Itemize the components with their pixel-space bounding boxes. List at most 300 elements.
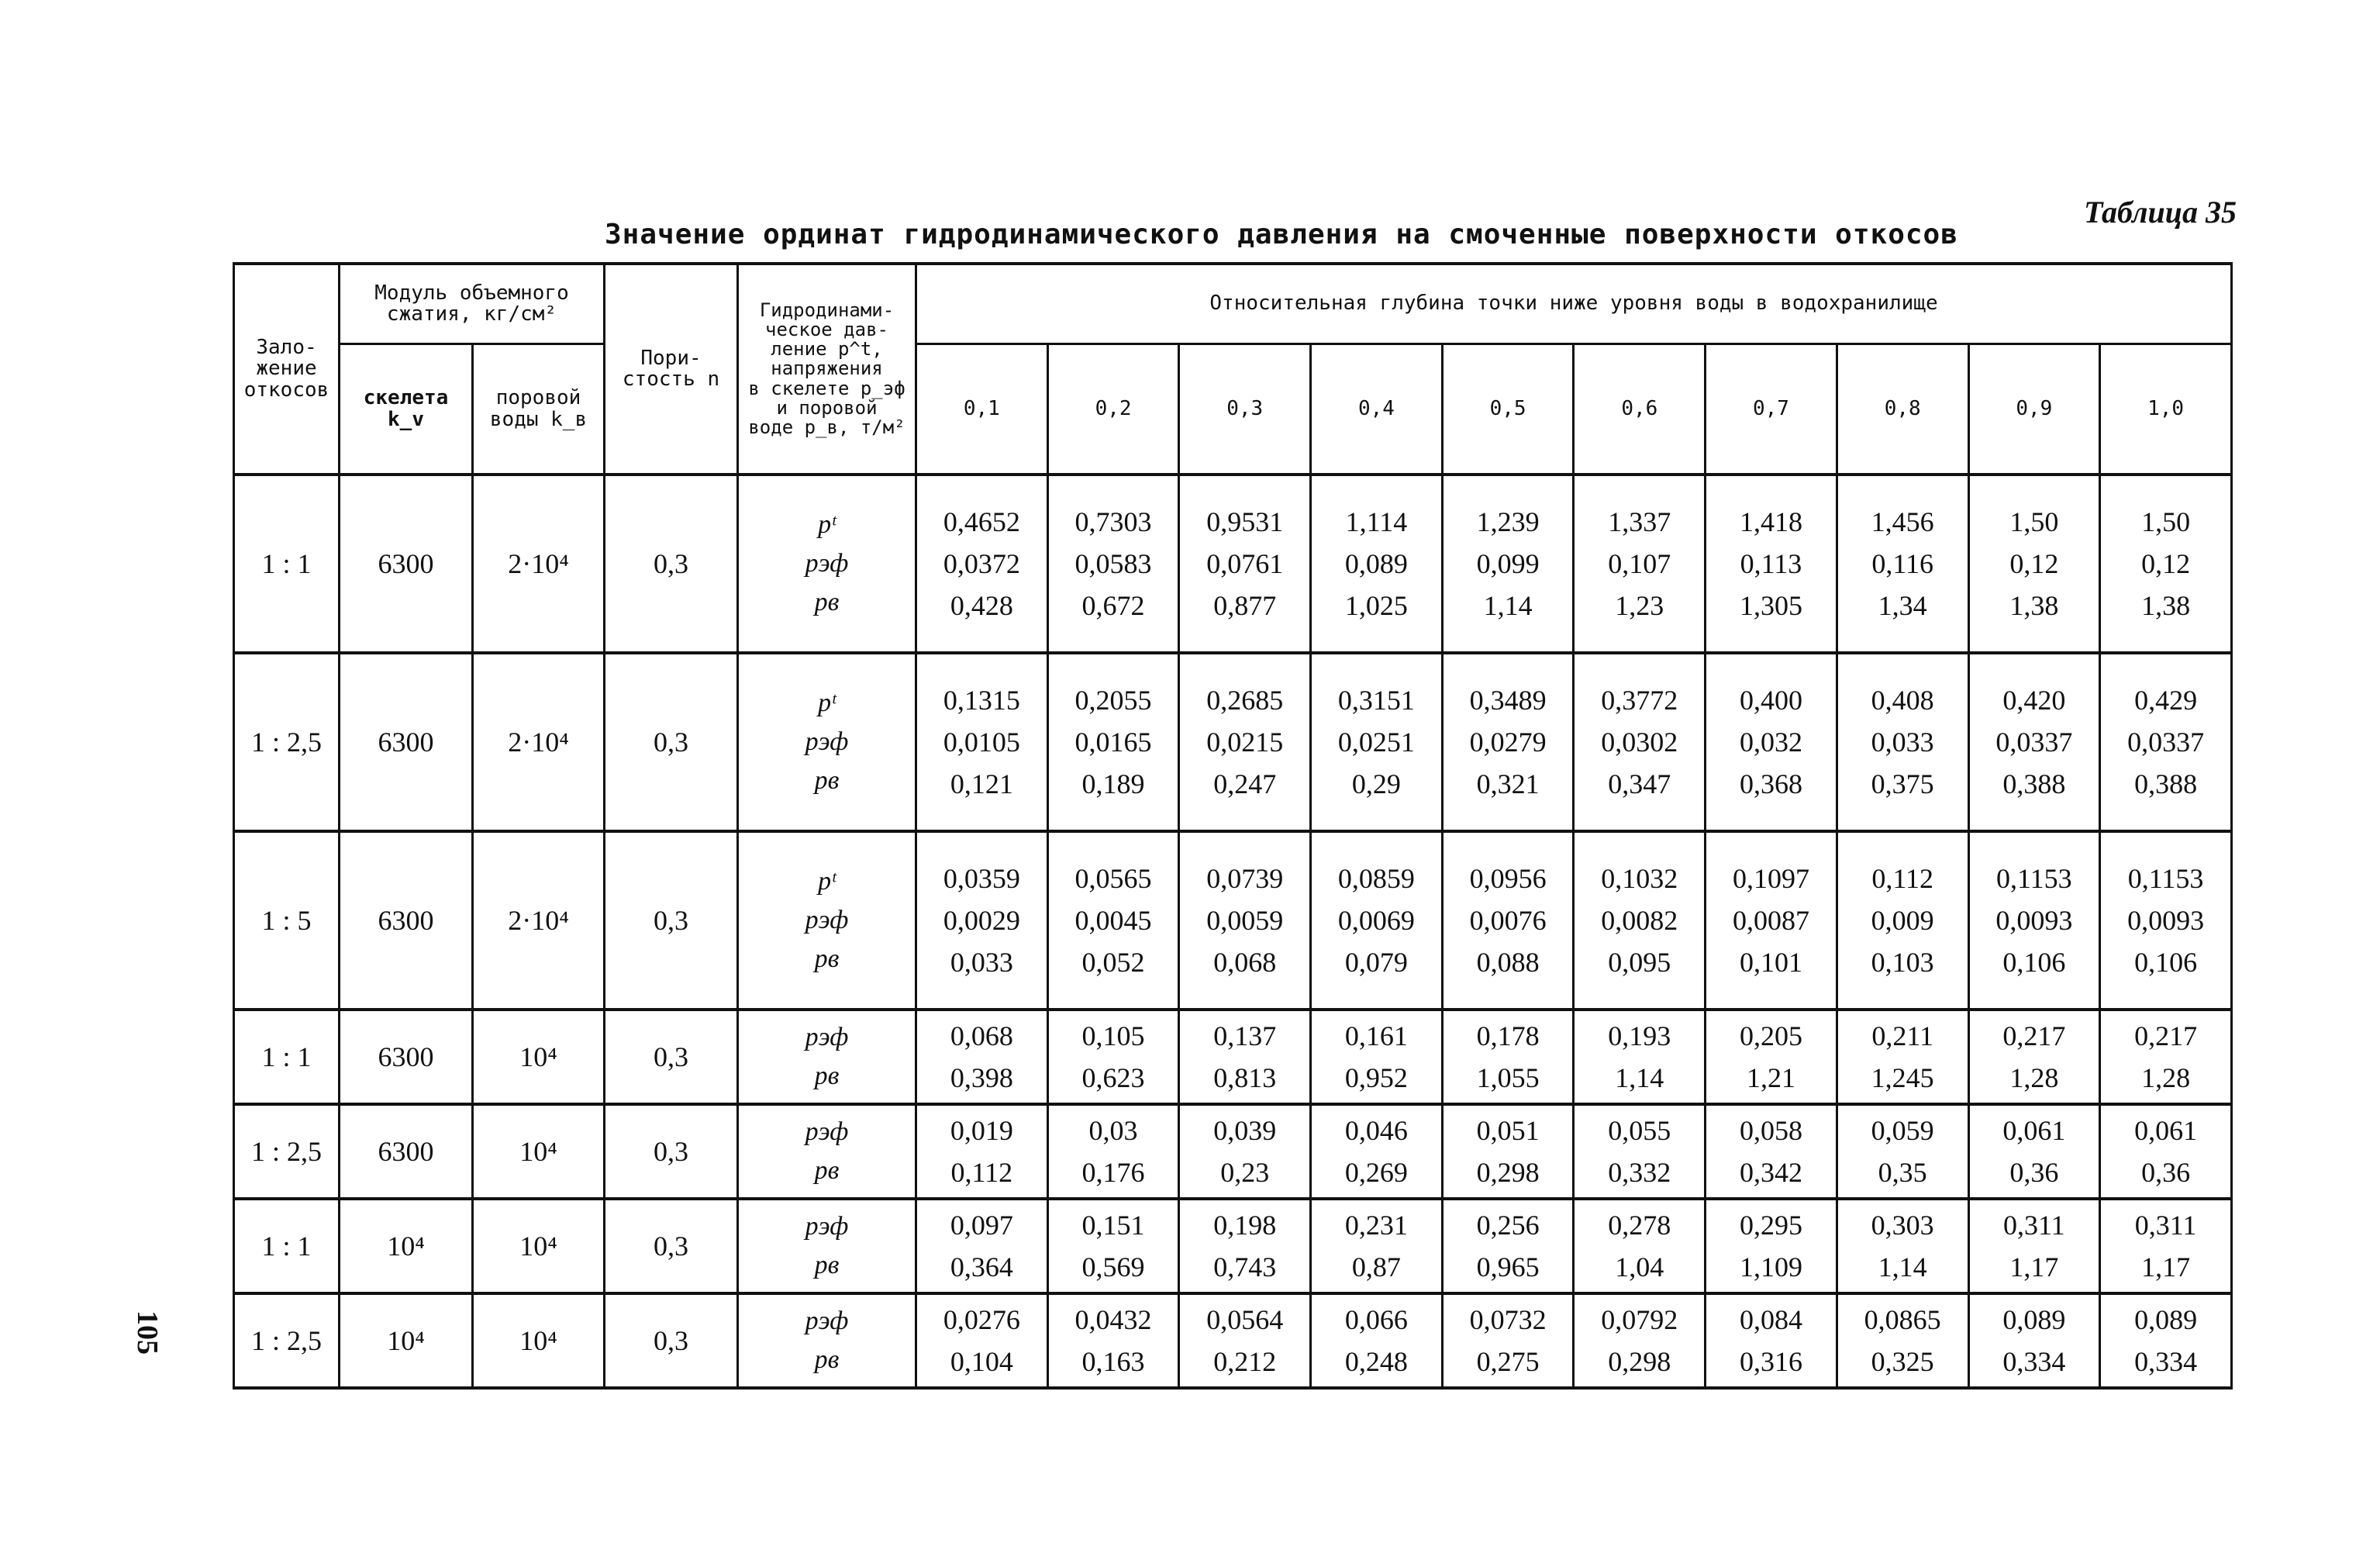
value: 0,0732 xyxy=(1469,1304,1547,1335)
value: 0,3151 xyxy=(1337,685,1415,716)
param-label: pᵗ xyxy=(818,689,836,717)
value: 0,0165 xyxy=(1074,727,1152,758)
slope-cell: 1 : 1 xyxy=(234,1199,340,1293)
value: 0,009 xyxy=(1871,905,1934,936)
value: 0,429 xyxy=(2134,685,2198,716)
value-cell xyxy=(1311,1293,1443,1388)
param-label: pв xyxy=(814,1156,840,1185)
value: 0,0372 xyxy=(943,548,1020,579)
value-cell xyxy=(1837,1104,1968,1199)
value: 1,38 xyxy=(2009,590,2059,621)
param-cell xyxy=(738,475,916,653)
value-cell xyxy=(2100,1104,2232,1199)
value: 0,178 xyxy=(1476,1020,1540,1051)
value: 0,112 xyxy=(1871,863,1933,894)
value: 0,068 xyxy=(950,1020,1013,1051)
header-modulus-group: Модуль объемного сжатия, кг/см² xyxy=(340,264,605,344)
value: 0,311 xyxy=(2134,1210,2197,1241)
value: 0,375 xyxy=(1871,768,1934,799)
value-cell xyxy=(1837,1010,1968,1104)
param-label: pв xyxy=(814,1345,840,1374)
kw-cell: 10⁴ xyxy=(473,1104,605,1199)
kv-cell: 6300 xyxy=(340,475,473,653)
value: 0,032 xyxy=(1739,727,1802,758)
value: 0,0059 xyxy=(1206,905,1284,936)
value-cell xyxy=(1968,831,2100,1010)
param-label: pэф xyxy=(805,727,849,756)
value: 0,332 xyxy=(1608,1157,1671,1188)
header-depth: 0,2 xyxy=(1047,344,1179,475)
value: 0,36 xyxy=(2009,1157,2059,1188)
value-cell xyxy=(1047,1293,1179,1388)
value: 0,0087 xyxy=(1732,905,1809,936)
param-label: pэф xyxy=(805,1023,849,1051)
value: 0,347 xyxy=(1608,768,1671,799)
value: 0,2685 xyxy=(1206,685,1284,716)
value: 0,325 xyxy=(1871,1346,1934,1377)
param-cell xyxy=(738,1199,916,1293)
value: 0,095 xyxy=(1608,947,1671,978)
value: 0,623 xyxy=(1081,1062,1145,1093)
value-cell xyxy=(1179,1104,1311,1199)
slope-cell: 1 : 5 xyxy=(234,831,340,1010)
value: 0,334 xyxy=(2134,1346,2198,1377)
value-cell xyxy=(1311,475,1443,653)
value-cell xyxy=(1706,653,1837,831)
param-label: pв xyxy=(814,1062,840,1090)
table-row xyxy=(234,653,2232,831)
value: 0,0564 xyxy=(1206,1304,1284,1335)
value: 0,0082 xyxy=(1601,905,1678,936)
value: 0,388 xyxy=(2134,768,2198,799)
value: 0,295 xyxy=(1739,1210,1802,1241)
value: 0,1315 xyxy=(943,685,1020,716)
value-cell xyxy=(2100,653,2232,831)
table-title: Значение ординат гидродинамического давления на смоченные поверхности откосов xyxy=(605,219,1958,250)
kv-cell: 6300 xyxy=(340,831,473,1010)
value-cell xyxy=(1311,1104,1443,1199)
value-cell xyxy=(2100,1010,2232,1104)
value-cell xyxy=(1047,831,1179,1010)
value-cell xyxy=(1442,831,1574,1010)
value-cell xyxy=(1574,1104,1706,1199)
value: 0,0105 xyxy=(943,727,1020,758)
value-cell xyxy=(1179,1293,1311,1388)
value: 0,198 xyxy=(1213,1210,1277,1241)
value: 0,248 xyxy=(1344,1346,1408,1377)
value: 0,0093 xyxy=(2127,905,2205,936)
kv-cell: 6300 xyxy=(340,653,473,831)
value: 0,87 xyxy=(1351,1251,1401,1283)
slope-cell: 1 : 1 xyxy=(234,1010,340,1104)
value: 0,9531 xyxy=(1206,506,1284,537)
value-cell xyxy=(2100,1199,2232,1293)
value-cell xyxy=(1179,831,1311,1010)
header-depth: 0,6 xyxy=(1574,344,1706,475)
value: 0,0432 xyxy=(1074,1304,1152,1335)
value: 0,137 xyxy=(1213,1020,1277,1051)
kw-cell: 10⁴ xyxy=(473,1199,605,1293)
value: 0,321 xyxy=(1476,768,1540,799)
value-cell xyxy=(1706,831,1837,1010)
value: 0,952 xyxy=(1344,1062,1408,1093)
value: 0,101 xyxy=(1739,947,1802,978)
param-label: pэф xyxy=(805,1117,849,1146)
param-cell xyxy=(738,1104,916,1199)
slope-cell: 1 : 2,5 xyxy=(234,653,340,831)
value: 0,189 xyxy=(1081,768,1145,799)
value: 0,106 xyxy=(2134,947,2198,978)
value: 0,061 xyxy=(2134,1115,2198,1146)
value: 0,0279 xyxy=(1469,727,1547,758)
value: 0,151 xyxy=(1081,1210,1145,1241)
table-row xyxy=(234,1293,2232,1388)
value: 0,35 xyxy=(1878,1157,1927,1188)
value: 0,1153 xyxy=(2127,863,2204,894)
kw-cell: 2·10⁴ xyxy=(473,831,605,1010)
value: 0,089 xyxy=(2134,1304,2198,1335)
value: 0,0251 xyxy=(1337,727,1415,758)
value: 1,34 xyxy=(1878,590,1927,621)
param-label: pᵗ xyxy=(818,867,836,896)
value: 0,113 xyxy=(1740,548,1802,579)
value: 0,0276 xyxy=(943,1304,1020,1335)
value: 0,0337 xyxy=(2127,727,2205,758)
value: 0,965 xyxy=(1476,1251,1540,1283)
value-cell xyxy=(1442,1010,1574,1104)
value-cell xyxy=(1837,1293,1968,1388)
table-body xyxy=(234,475,2232,1388)
value: 0,033 xyxy=(1871,727,1934,758)
param-label: pэф xyxy=(805,1212,849,1241)
value-cell xyxy=(916,1010,1048,1104)
value-cell xyxy=(1047,475,1179,653)
value: 0,398 xyxy=(950,1062,1013,1093)
table-row xyxy=(234,831,2232,1010)
value-cell xyxy=(1837,831,1968,1010)
table-row xyxy=(234,1104,2232,1199)
value: 0,400 xyxy=(1739,685,1802,716)
header-depth: 0,7 xyxy=(1706,344,1837,475)
value: 0,813 xyxy=(1213,1062,1277,1093)
value: 0,121 xyxy=(950,768,1013,799)
value: 0,23 xyxy=(1220,1157,1270,1188)
value: 1,109 xyxy=(1739,1251,1802,1283)
value: 0,211 xyxy=(1871,1020,1933,1051)
value: 0,217 xyxy=(2002,1020,2066,1051)
param-label: pэф xyxy=(805,906,849,934)
value: 1,114 xyxy=(1345,506,1408,537)
header-depth: 1,0 xyxy=(2100,344,2232,475)
value: 0,068 xyxy=(1213,947,1277,978)
header-depth: 0,5 xyxy=(1442,344,1574,475)
value: 0,0076 xyxy=(1469,905,1547,936)
value: 1,50 xyxy=(2009,506,2059,537)
header-pressure: Гидродинами- ческое дав- ление p^t, напряжения в скелете p_эф и поровой воде p_в, т/м² xyxy=(738,264,916,475)
value-cell xyxy=(1574,475,1706,653)
header-depth: 0,1 xyxy=(916,344,1048,475)
porosity-cell: 0,3 xyxy=(605,1010,738,1104)
value-cell xyxy=(1311,653,1443,831)
value-cell xyxy=(916,1104,1048,1199)
value-cell xyxy=(1968,475,2100,653)
value: 0,0069 xyxy=(1337,905,1415,936)
value: 0,0093 xyxy=(1995,905,2073,936)
value: 0,205 xyxy=(1739,1020,1802,1051)
param-label: pв xyxy=(814,944,840,973)
value: 0,0956 xyxy=(1469,863,1547,894)
value-cell xyxy=(1311,831,1443,1010)
slope-cell: 1 : 2,5 xyxy=(234,1293,340,1388)
table-row xyxy=(234,475,2232,653)
value: 0,420 xyxy=(2002,685,2066,716)
value: 0,0859 xyxy=(1337,863,1415,894)
value-cell xyxy=(916,1199,1048,1293)
value: 1,025 xyxy=(1344,590,1408,621)
value: 0,103 xyxy=(1871,947,1934,978)
value: 1,245 xyxy=(1871,1062,1934,1093)
value-cell xyxy=(1968,1199,2100,1293)
value: 0,231 xyxy=(1344,1210,1408,1241)
value: 0,428 xyxy=(950,590,1013,621)
value: 0,0565 xyxy=(1074,863,1152,894)
value: 0,388 xyxy=(2002,768,2066,799)
porosity-cell: 0,3 xyxy=(605,1199,738,1293)
kv-cell: 10⁴ xyxy=(340,1293,473,1388)
value: 0,116 xyxy=(1871,548,1933,579)
value: 0,088 xyxy=(1476,947,1540,978)
value: 0,0359 xyxy=(943,863,1020,894)
value: 1,38 xyxy=(2141,590,2191,621)
value: 0,36 xyxy=(2141,1157,2191,1188)
kv-cell: 6300 xyxy=(340,1104,473,1199)
value: 0,4652 xyxy=(943,506,1020,537)
value: 0,1032 xyxy=(1601,863,1678,894)
value-cell xyxy=(1311,1199,1443,1293)
value: 0,058 xyxy=(1739,1115,1802,1146)
value: 0,03 xyxy=(1088,1115,1138,1146)
value: 0,079 xyxy=(1344,947,1408,978)
table-row xyxy=(234,1010,2232,1104)
value: 0,107 xyxy=(1608,548,1671,579)
value-cell xyxy=(1968,1293,2100,1388)
header-depth: 0,9 xyxy=(1968,344,2100,475)
value: 0,7303 xyxy=(1074,506,1152,537)
value: 0,364 xyxy=(950,1251,1013,1283)
header-depth-group: Относительная глубина точки ниже уровня воды в водохранилище xyxy=(916,264,2232,344)
value: 0,368 xyxy=(1739,768,1802,799)
value: 0,672 xyxy=(1081,590,1145,621)
value-cell xyxy=(2100,475,2232,653)
value: 0,0302 xyxy=(1601,727,1678,758)
value: 0,161 xyxy=(1344,1020,1408,1051)
value: 1,14 xyxy=(1878,1251,1927,1283)
value-cell xyxy=(916,1293,1048,1388)
value: 0,0865 xyxy=(1864,1304,1941,1335)
value: 1,23 xyxy=(1615,590,1664,621)
param-cell xyxy=(738,1293,916,1388)
value: 1,28 xyxy=(2009,1062,2059,1093)
value: 0,193 xyxy=(1608,1020,1671,1051)
value-cell xyxy=(1706,1010,1837,1104)
value: 0,3489 xyxy=(1469,685,1547,716)
value-cell xyxy=(1837,653,1968,831)
value: 0,106 xyxy=(2002,947,2066,978)
value: 0,256 xyxy=(1476,1210,1540,1241)
value-cell xyxy=(2100,1293,2232,1388)
value-cell xyxy=(1706,1104,1837,1199)
kw-cell: 2·10⁴ xyxy=(473,475,605,653)
value-cell xyxy=(1047,1199,1179,1293)
value: 1,456 xyxy=(1871,506,1934,537)
porosity-cell: 0,3 xyxy=(605,653,738,831)
param-label: pэф xyxy=(805,1307,849,1335)
value: 0,298 xyxy=(1476,1157,1540,1188)
value-cell xyxy=(1442,475,1574,653)
value: 1,17 xyxy=(2009,1251,2059,1283)
value: 1,50 xyxy=(2141,506,2191,537)
value-cell xyxy=(1706,475,1837,653)
page-number: 105 xyxy=(131,1310,164,1355)
value: 0,089 xyxy=(2002,1304,2066,1335)
value-cell xyxy=(1047,1104,1179,1199)
value-cell xyxy=(1179,1199,1311,1293)
value: 1,21 xyxy=(1746,1062,1795,1093)
value-cell xyxy=(1837,1199,1968,1293)
value-cell xyxy=(1968,1104,2100,1199)
value: 1,055 xyxy=(1476,1062,1540,1093)
value-cell xyxy=(1442,653,1574,831)
param-label: pв xyxy=(814,588,840,616)
value: 0,275 xyxy=(1476,1346,1540,1377)
slope-cell: 1 : 1 xyxy=(234,475,340,653)
value: 0,0029 xyxy=(943,905,1020,936)
value: 0,176 xyxy=(1081,1157,1145,1188)
value-cell xyxy=(1837,475,1968,653)
value: 1,14 xyxy=(1615,1062,1664,1093)
data-table xyxy=(233,262,2233,1390)
value: 0,0045 xyxy=(1074,905,1152,936)
value-cell xyxy=(1574,1199,1706,1293)
value: 0,247 xyxy=(1213,768,1277,799)
param-cell xyxy=(738,653,916,831)
value: 0,877 xyxy=(1213,590,1277,621)
value: 1,17 xyxy=(2141,1251,2191,1283)
header-depth: 0,4 xyxy=(1311,344,1443,475)
value-cell xyxy=(916,653,1048,831)
param-label: pᵗ xyxy=(818,510,836,539)
kw-cell: 10⁴ xyxy=(473,1010,605,1104)
value: 0,12 xyxy=(2141,548,2191,579)
value: 0,1097 xyxy=(1732,863,1809,894)
header-porosity: Пори- стость n xyxy=(605,264,738,475)
value-cell xyxy=(1574,1293,1706,1388)
value: 0,3772 xyxy=(1601,685,1678,716)
value: 0,084 xyxy=(1739,1304,1802,1335)
header-depth: 0,3 xyxy=(1179,344,1311,475)
value: 0,298 xyxy=(1608,1346,1671,1377)
param-cell xyxy=(738,831,916,1010)
value: 0,334 xyxy=(2002,1346,2066,1377)
value-cell xyxy=(1311,1010,1443,1104)
value: 0,569 xyxy=(1081,1251,1145,1283)
value: 0,061 xyxy=(2002,1115,2066,1146)
value: 0,2055 xyxy=(1074,685,1152,716)
value: 0,059 xyxy=(1871,1115,1934,1146)
value: 0,052 xyxy=(1081,947,1145,978)
value: 0,104 xyxy=(950,1346,1013,1377)
value-cell xyxy=(1968,1010,2100,1104)
value: 1,239 xyxy=(1476,506,1540,537)
table-row xyxy=(234,1199,2232,1293)
value: 0,039 xyxy=(1213,1115,1277,1146)
value: 0,033 xyxy=(950,947,1013,978)
value-cell xyxy=(1574,1010,1706,1104)
kv-cell: 6300 xyxy=(340,1010,473,1104)
value-cell xyxy=(1706,1199,1837,1293)
value-cell xyxy=(1442,1199,1574,1293)
kw-cell: 2·10⁴ xyxy=(473,653,605,831)
value: 0,311 xyxy=(2003,1210,2065,1241)
header-pore-water: поровой воды k_в xyxy=(473,344,605,475)
param-label: pэф xyxy=(805,549,849,578)
value: 0,055 xyxy=(1608,1115,1671,1146)
value: 1,28 xyxy=(2141,1062,2191,1093)
value: 1,04 xyxy=(1615,1251,1664,1283)
value-cell xyxy=(1179,475,1311,653)
value: 0,163 xyxy=(1081,1346,1145,1377)
value: 0,342 xyxy=(1739,1157,1802,1188)
value: 0,0761 xyxy=(1206,548,1284,579)
value: 0,269 xyxy=(1344,1157,1408,1188)
value: 0,0337 xyxy=(1995,727,2073,758)
value-cell xyxy=(1179,1010,1311,1104)
porosity-cell: 0,3 xyxy=(605,475,738,653)
param-cell xyxy=(738,1010,916,1104)
header-depth: 0,8 xyxy=(1837,344,1968,475)
value: 0,089 xyxy=(1344,548,1408,579)
value: 0,066 xyxy=(1344,1304,1408,1335)
value: 0,0215 xyxy=(1206,727,1284,758)
value-cell xyxy=(1047,653,1179,831)
value: 0,408 xyxy=(1871,685,1934,716)
value: 0,303 xyxy=(1871,1210,1934,1241)
value-cell xyxy=(916,475,1048,653)
value: 1,305 xyxy=(1739,590,1802,621)
value-cell xyxy=(1574,653,1706,831)
value: 0,099 xyxy=(1476,548,1540,579)
porosity-cell: 0,3 xyxy=(605,831,738,1010)
kv-cell: 10⁴ xyxy=(340,1199,473,1293)
table-label: Таблица 35 xyxy=(2084,195,2237,230)
porosity-cell: 0,3 xyxy=(605,1293,738,1388)
header-slope: Зало- жение откосов xyxy=(234,264,340,475)
value-cell xyxy=(1968,653,2100,831)
value-cell xyxy=(1442,1104,1574,1199)
value-cell xyxy=(1706,1293,1837,1388)
value: 1,14 xyxy=(1483,590,1533,621)
value: 0,046 xyxy=(1344,1115,1408,1146)
value: 0,278 xyxy=(1608,1210,1671,1241)
value: 0,217 xyxy=(2134,1020,2198,1051)
value: 0,29 xyxy=(1351,768,1401,799)
value: 1,337 xyxy=(1608,506,1671,537)
kw-cell: 10⁴ xyxy=(473,1293,605,1388)
value: 1,418 xyxy=(1739,506,1802,537)
value-cell xyxy=(1442,1293,1574,1388)
header-skeleton: скелета k_v xyxy=(340,344,473,475)
value-cell xyxy=(2100,831,2232,1010)
